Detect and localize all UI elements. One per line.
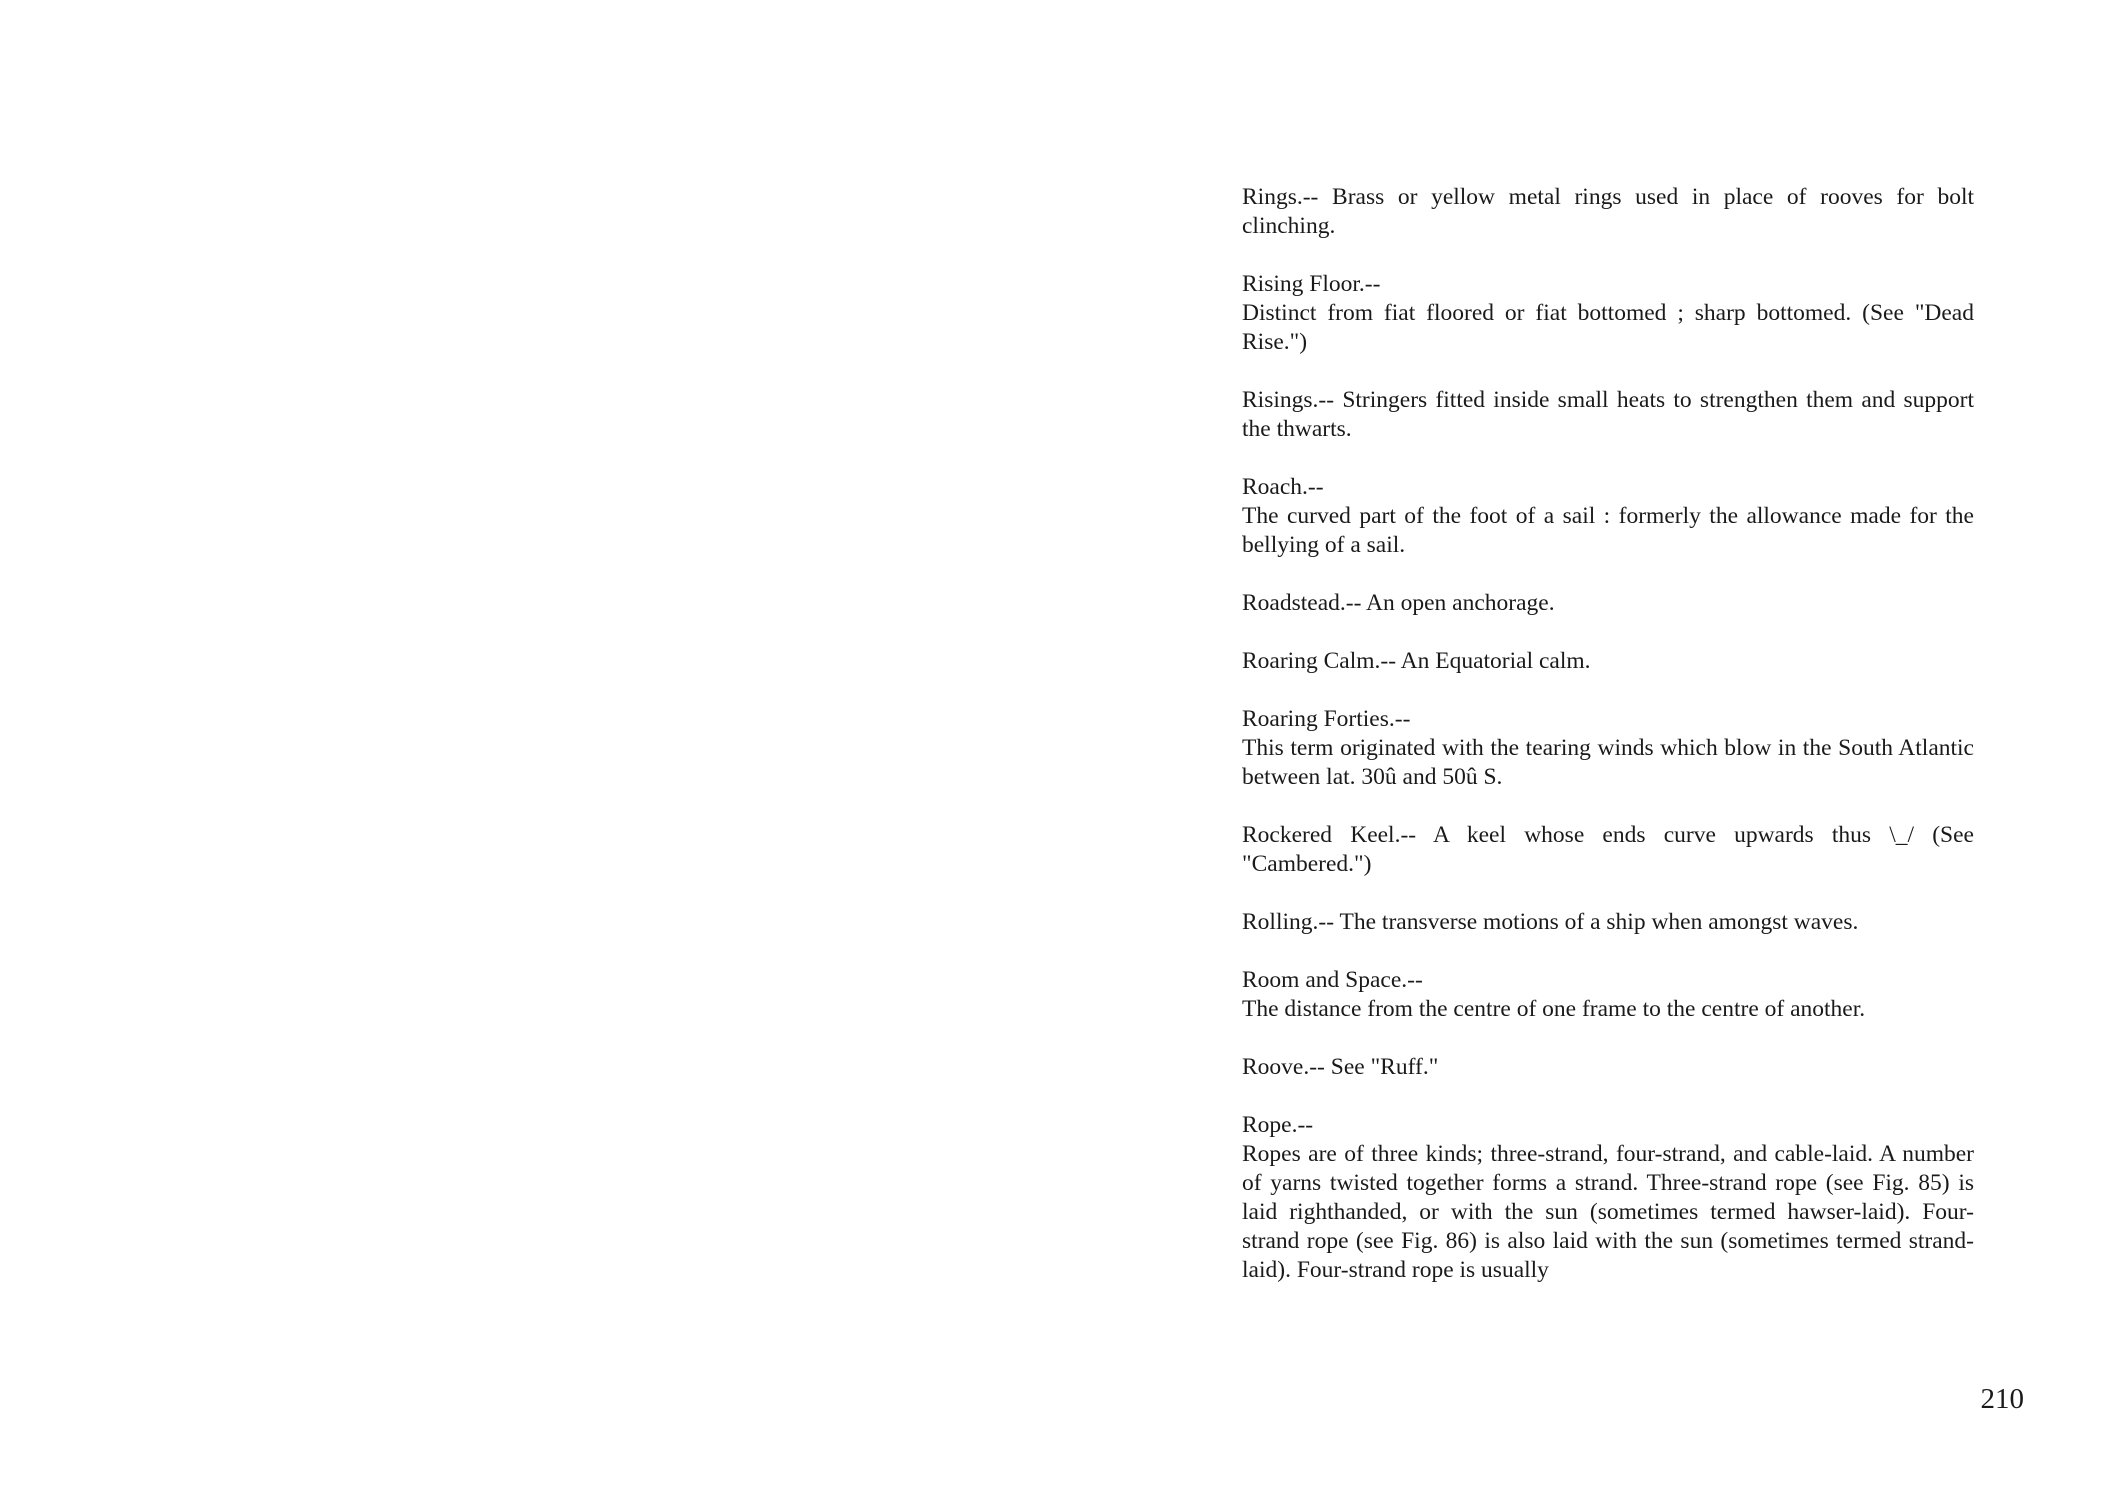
entry-definition: An Equatorial calm. (1400, 648, 1591, 674)
entry-definition: This term originated with the tearing winds which blow in the South Atlantic between lat. 30û and 50û S. (1242, 735, 1974, 790)
entry-definition: Stringers fitted inside small heats to strengthen them and support the thwarts. (1242, 387, 1975, 442)
page-number: 210 (1980, 1383, 2024, 1415)
glossary-entry (1242, 473, 1974, 560)
entry-definition: An open anchorage. (1366, 590, 1555, 616)
entry-term: Rolling.-- (1242, 909, 1335, 935)
left-page-blank (0, 0, 1052, 1489)
entry-term: Room and Space.-- (1242, 967, 1423, 993)
right-page (1052, 0, 2105, 1489)
entry-definition: The distance from the centre of one frame to the centre of another. (1242, 996, 1866, 1022)
glossary-entry (1242, 386, 1974, 444)
glossary-entry (1242, 1053, 1974, 1082)
glossary-entry (1242, 908, 1974, 937)
glossary-entry (1242, 966, 1974, 1024)
entry-term: Rings.-- (1242, 184, 1319, 210)
glossary-entry (1242, 821, 1974, 879)
entry-term: Roach.-- (1242, 474, 1324, 500)
glossary-entry (1242, 647, 1974, 676)
glossary-column (1242, 183, 1974, 1314)
entry-term: Roove.-- (1242, 1054, 1325, 1080)
entry-term: Risings.-- (1242, 387, 1335, 413)
glossary-entry (1242, 1111, 1974, 1285)
entry-definition: The transverse motions of a ship when amongst waves. (1339, 909, 1859, 935)
entry-term: Roadstead.-- (1242, 590, 1362, 616)
entry-definition: Distinct from fiat floored or fiat bottomed ; sharp bottomed. (See "Dead Rise.") (1242, 300, 1974, 355)
entry-term: Rope.-- (1242, 1112, 1314, 1138)
entry-definition: Brass or yellow metal rings used in place of rooves for bolt clinching. (1242, 184, 1974, 239)
entry-term: Rockered Keel.-- (1242, 822, 1417, 848)
entry-definition: See "Ruff." (1330, 1054, 1439, 1080)
entry-definition: Ropes are of three kinds; three-strand, four-strand, and cable-laid. A number of yarns twisted together forms a strand. Three-strand rope (see Fig. 85) is laid righthanded, or with the sun (sometimes termed hawser-laid). Four-strand rope (see Fig. 86) is also laid with the sun (sometimes termed strand-laid). Four-strand rope is usually (1242, 1141, 1974, 1283)
entry-term: Roaring Calm.-- (1242, 648, 1397, 674)
glossary-entry (1242, 270, 1974, 357)
entry-term: Rising Floor.-- (1242, 271, 1381, 297)
glossary-entry (1242, 589, 1974, 618)
entry-definition: The curved part of the foot of a sail : formerly the allowance made for the bellying of a sail. (1242, 503, 1974, 558)
entry-definition: A keel whose ends curve upwards thus \_/ (See "Cambered.") (1242, 822, 1974, 877)
glossary-entry (1242, 705, 1974, 792)
glossary-entry (1242, 183, 1974, 241)
entry-term: Roaring Forties.-- (1242, 706, 1411, 732)
